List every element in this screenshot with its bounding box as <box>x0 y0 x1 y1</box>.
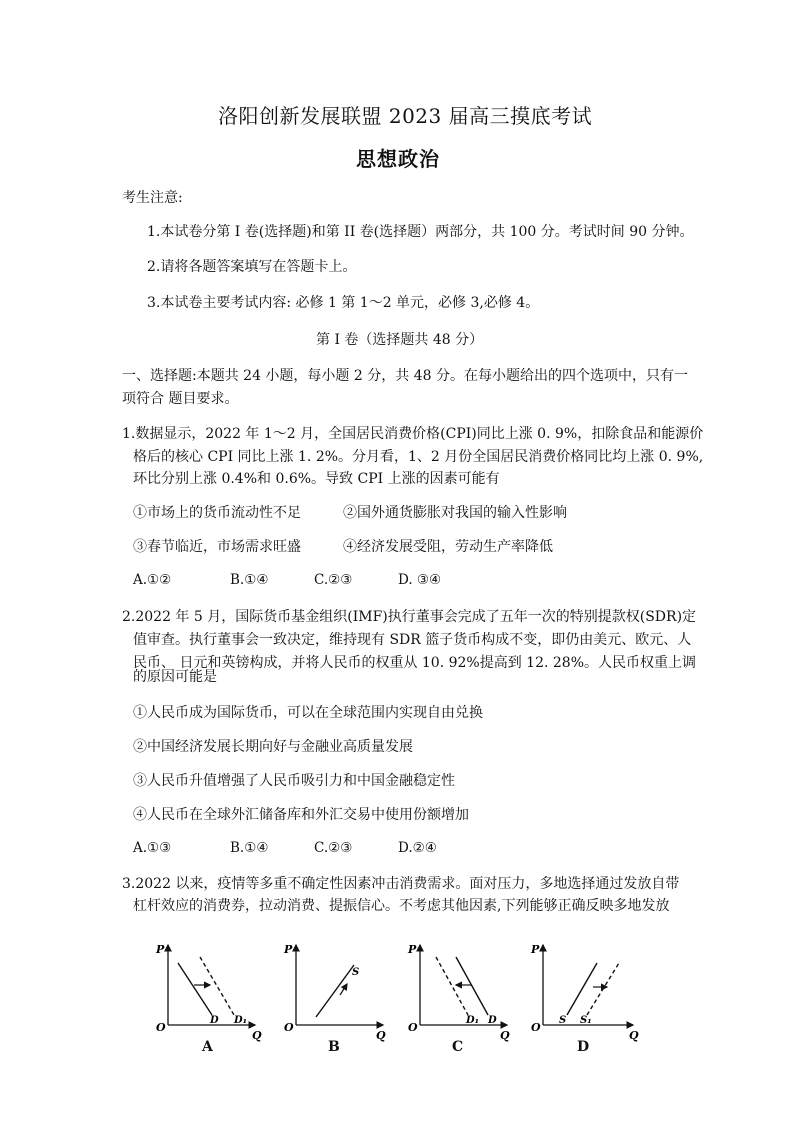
part-heading: 第 I 卷（选择题共 48 分） <box>316 332 484 348</box>
statement: ④人民币在全球外汇储备库和外汇交易中使用份额增加 <box>133 807 469 823</box>
question-stem-line: 的原因可能是 <box>133 669 217 685</box>
graph-b <box>278 935 393 1055</box>
question-stem-line: 杠杆效应的消费券，拉动消费、提振信心。不考虑其他因素,下列能够正确反映多地发放 <box>133 898 670 914</box>
graph-c <box>402 935 517 1055</box>
p-label: P <box>284 943 293 956</box>
movement-arrow <box>340 984 347 995</box>
q-label: Q <box>629 1029 639 1042</box>
origin-label: O <box>284 1021 294 1034</box>
curve-label: D <box>210 1015 219 1026</box>
demand-curve-shifted <box>200 957 234 1015</box>
q-label: Q <box>252 1029 262 1042</box>
curve-label: D₁ <box>466 1015 480 1026</box>
curve-label: D <box>488 1015 497 1026</box>
p-label: P <box>408 943 417 956</box>
question-stem-line: 民币、 日元和英镑构成，并将人民币的权重从 10. 92%提高到 12. 28%。人民币权重上调 <box>133 655 697 671</box>
curve-label: S <box>559 1015 567 1026</box>
notice-item: 3.本试卷主要考试内容: 必修 1 第 1～2 单元，必修 3,必修 4。 <box>147 295 540 311</box>
subject-title: 思想政治 <box>356 147 440 171</box>
exam-title: 洛阳创新发展联盟 2023 届高三摸底考试 <box>218 104 593 128</box>
curve-label: S <box>352 967 360 978</box>
statement: ②中国经济发展长期向好与金融业高质量发展 <box>133 739 413 755</box>
question-stem-line: 1.数据显示，2022 年 1～2 月，全国居民消费价格(CPI)同比上涨 0. 9%，扣除食品和能源价 <box>122 426 704 442</box>
origin-label: O <box>156 1021 166 1034</box>
answer-option: D. ③④ <box>398 572 442 588</box>
notice-item: 1.本试卷分第 I 卷(选择题)和第 II 卷(选择题）两部分，共 100 分。考试时间 90 分钟。 <box>147 224 694 240</box>
notice-item: 2.请将各题答案填写在答题卡上。 <box>147 259 357 275</box>
graph-letter: B <box>328 1039 340 1055</box>
demand-curve-shifted <box>436 957 468 1015</box>
question-stem-line: 格后的核心 CPI 同比上涨 1. 2%。分月看，1、2 月份全国居民消费价格同比均上涨 0. 9%, <box>133 449 704 465</box>
demand-curve <box>456 957 488 1015</box>
demand-curve <box>178 963 212 1015</box>
curve-label: D₁ <box>234 1015 248 1026</box>
graph-letter: A <box>202 1039 213 1055</box>
p-label: P <box>156 943 165 956</box>
answer-option: C.②③ <box>314 572 353 588</box>
answer-option: B.①④ <box>230 840 269 856</box>
instruction-line: 项符合 题目要求。 <box>122 391 239 407</box>
statement: ①市场上的货币流动性不足 <box>133 505 301 521</box>
statement: ④经济发展受阻，劳动生产率降低 <box>343 539 553 555</box>
supply-curve <box>316 965 354 1017</box>
answer-option: C.②③ <box>314 840 353 856</box>
answer-option: D.②④ <box>398 840 437 856</box>
instruction-line: 一、选择题:本题共 24 小题，每小题 2 分，共 48 分。在每小题给出的四个选项中，只有一 <box>122 368 688 384</box>
answer-option: A.①② <box>133 572 172 588</box>
statement: ②国外通货膨胀对我国的输入性影响 <box>343 505 567 521</box>
graph-d <box>525 935 645 1055</box>
question-stem-line: 环比分别上涨 0.4%和 0.6%。导致 CPI 上涨的因素可能有 <box>133 471 500 487</box>
graph-letter: C <box>452 1039 464 1055</box>
question-stem-line: 2.2022 年 5 月，国际货币基金组织(IMF)执行董事会完成了五年一次的特别提款权(SDR)定 <box>122 609 697 625</box>
graph-letter: D <box>577 1039 590 1055</box>
statement: ③人民币升值增强了人民币吸引力和中国金融稳定性 <box>133 773 455 789</box>
origin-label: O <box>408 1021 418 1034</box>
statement: ③春节临近，市场需求旺盛 <box>133 539 301 555</box>
notice-heading: 考生注意: <box>122 190 183 206</box>
answer-option: A.①③ <box>133 840 172 856</box>
question-stem-line: 3.2022 以来，疫情等多重不确定性因素冲击消费需求。面对压力，多地选择通过发放自带 <box>122 876 680 892</box>
q-label: Q <box>500 1029 510 1042</box>
statement: ①人民币成为国际货币，可以在全球范围内实现自由兑换 <box>133 705 483 721</box>
origin-label: O <box>531 1021 541 1034</box>
answer-option: B.①④ <box>230 572 269 588</box>
p-label: P <box>531 943 540 956</box>
curve-label: S₁ <box>580 1015 592 1026</box>
question-stem-line: 值审查。执行董事会一致决定，维持现有 SDR 篮子货币构成不变，即仍由美元、欧元、人 <box>133 632 692 648</box>
graph-a <box>150 935 265 1055</box>
q-label: Q <box>376 1029 386 1042</box>
